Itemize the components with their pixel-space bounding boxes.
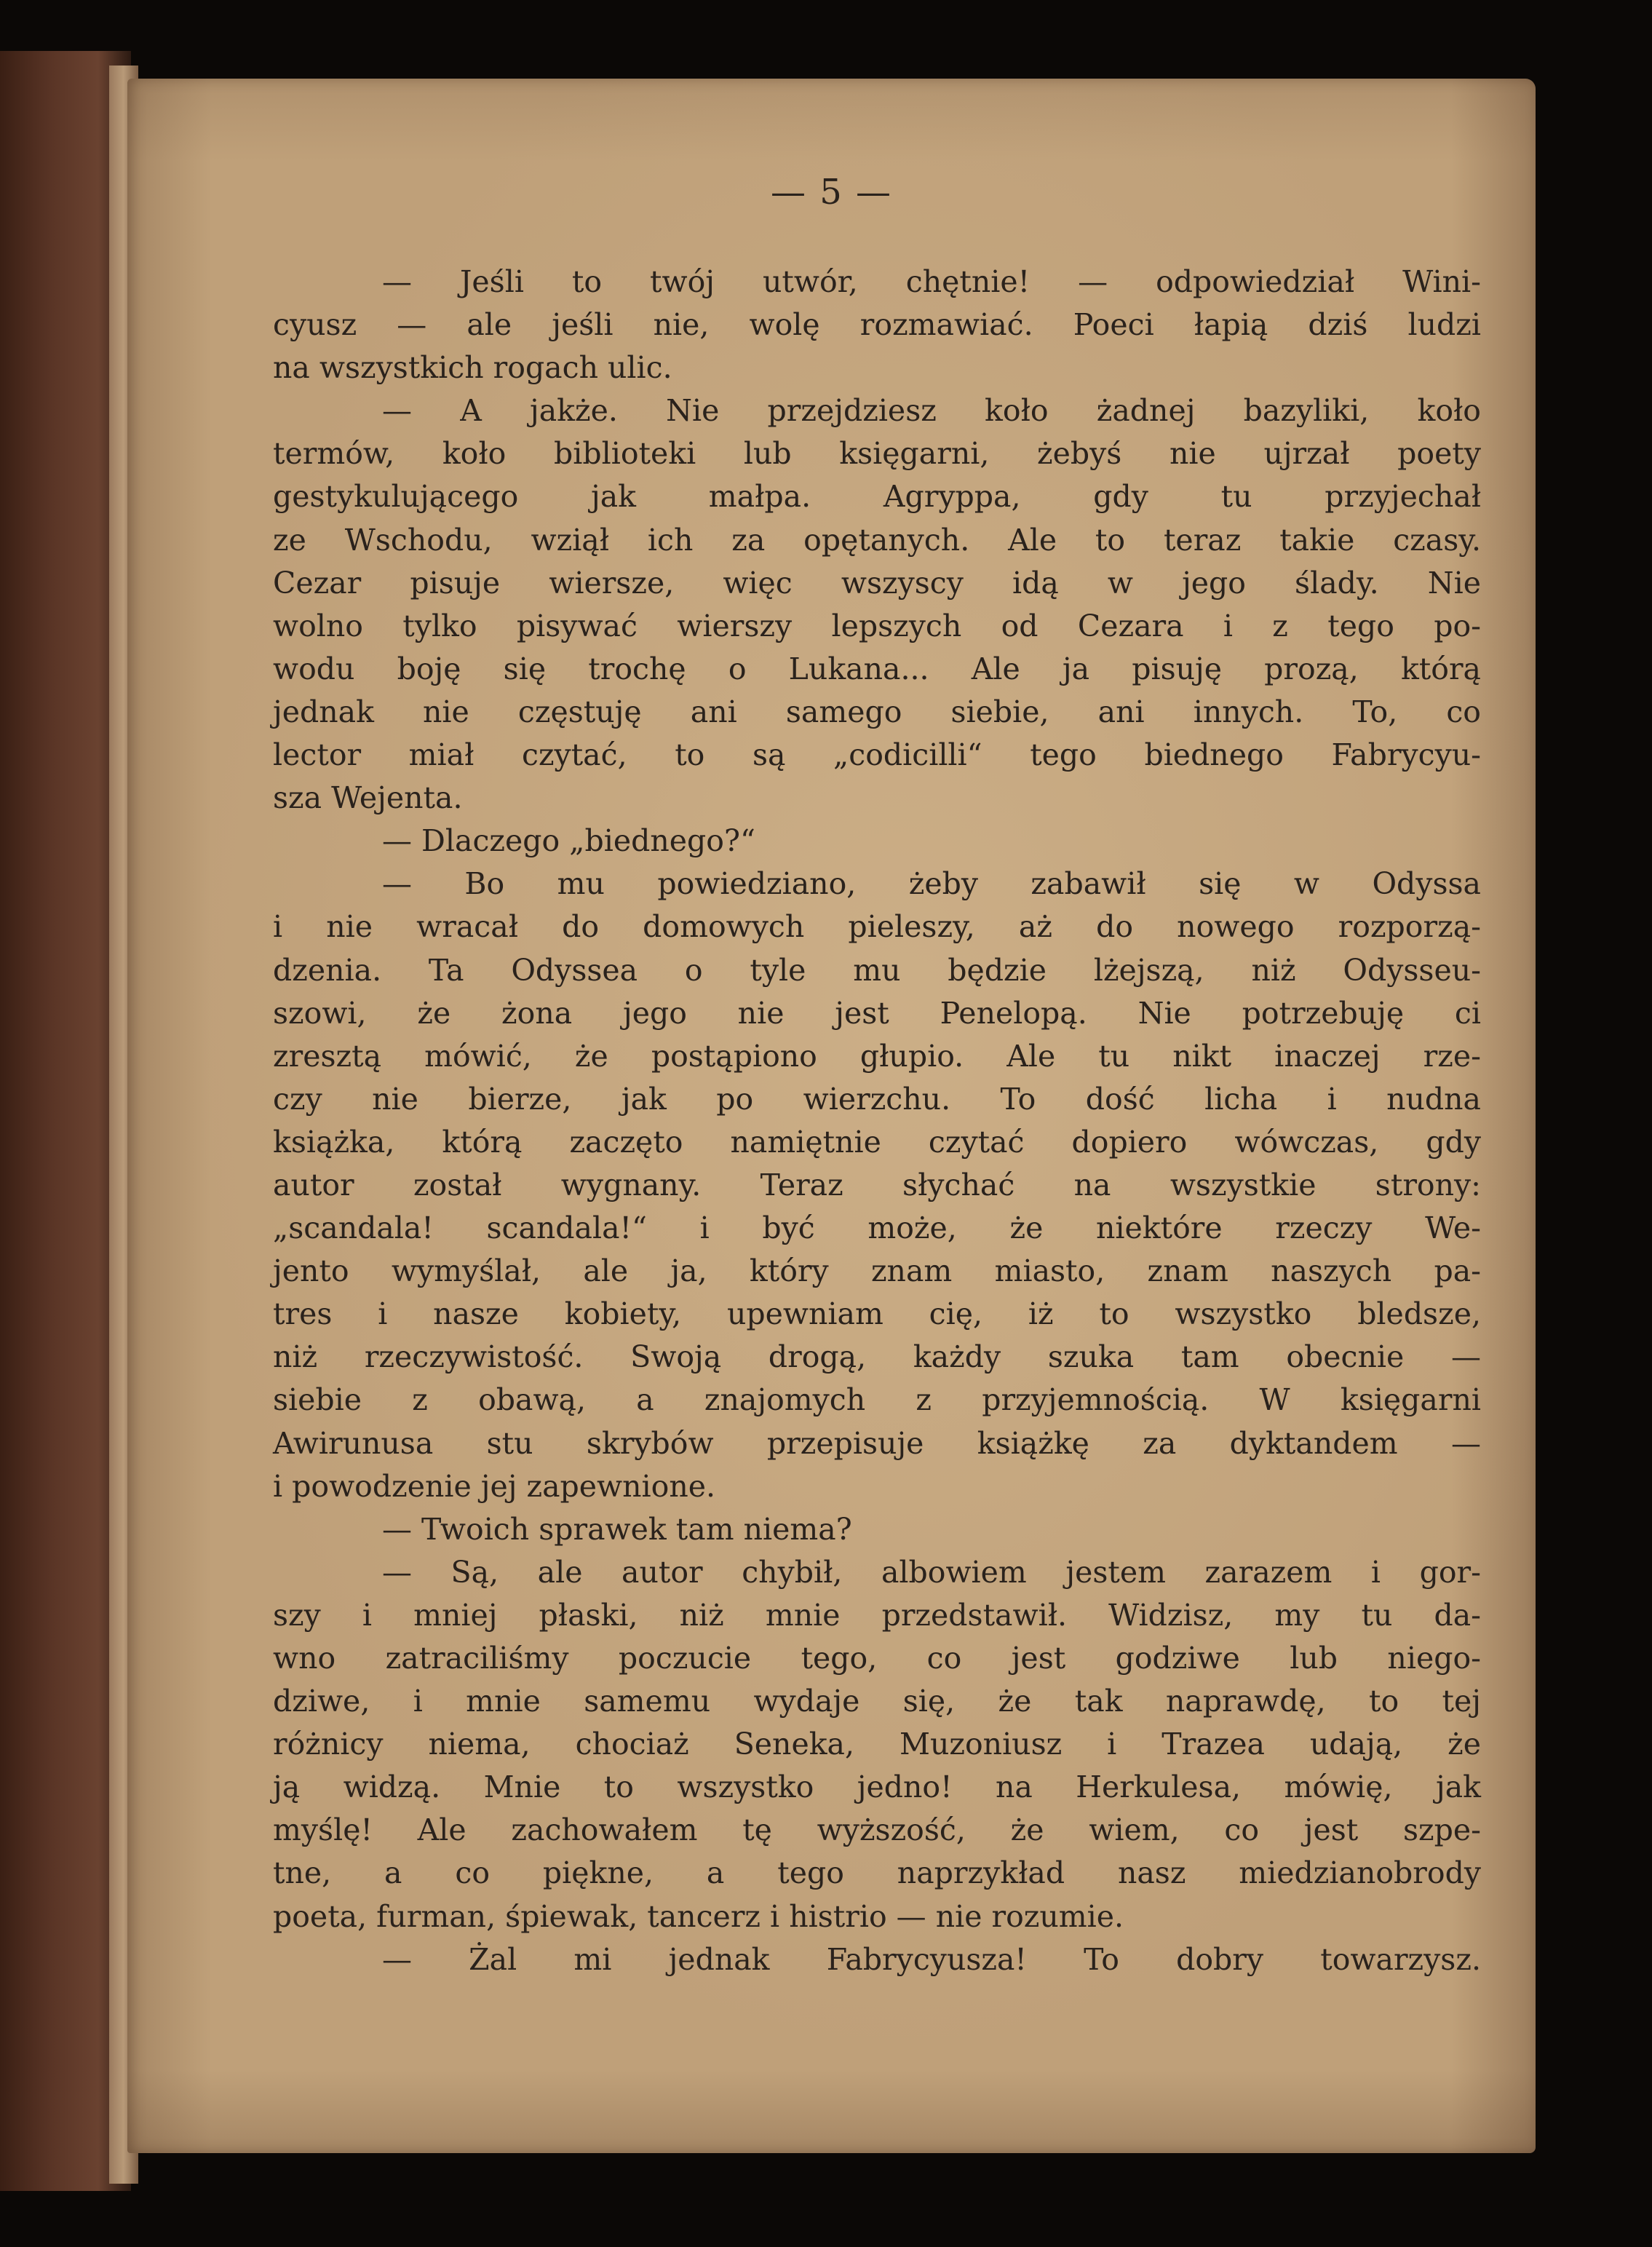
text-line: szy i mniej płaski, niż mnie przedstawił. Widzisz, my tu da- — [273, 1597, 1481, 1633]
page-number: — 5 — — [770, 172, 893, 213]
text-line: „scandala! scandala!“ i być może, że niektóre rzeczy We- — [273, 1210, 1481, 1246]
text-line: sza Wejenta. — [273, 780, 463, 816]
book-page — [127, 79, 1536, 2153]
text-line: książka, którą zaczęto namiętnie czytać dopiero wówczas, gdy — [273, 1124, 1481, 1160]
text-line: Cezar pisuje wiersze, więc wszyscy idą w jego ślady. Nie — [273, 565, 1481, 601]
text-line: wno zatraciliśmy poczucie tego, co jest godziwe lub niego- — [273, 1641, 1481, 1676]
text-line: — Są, ale autor chybił, albowiem jestem zarazem i gor- — [382, 1554, 1481, 1590]
text-line: czy nie bierze, jak po wierzchu. To dość licha i nudna — [273, 1081, 1481, 1117]
text-line: poeta, furman, śpiewak, tancerz i histrio — nie rozumie. — [273, 1898, 1124, 1934]
text-line: ze Wschodu, wziął ich za opętanych. Ale to teraz takie czasy. — [273, 522, 1481, 558]
text-line: gestykulującego jak małpa. Agryppa, gdy tu przyjechał — [273, 479, 1481, 515]
text-line: wolno tylko pisywać wierszy lepszych od Cezara i z tego po- — [273, 608, 1481, 643]
text-line: — Żal mi jednak Fabrycyusza! To dobry towarzysz. — [382, 1941, 1481, 1977]
text-line: dziwe, i mnie samemu wydaje się, że tak naprawdę, to tej — [273, 1684, 1481, 1719]
text-line: cyusz — ale jeśli nie, wolę rozmawiać. Poeci łapią dziś ludzi — [273, 307, 1481, 343]
text-line: siebie z obawą, a znajomych z przyjemnością. W księgarni — [273, 1382, 1481, 1418]
text-line: jednak nie częstuję ani samego siebie, ani innych. To, co — [273, 694, 1481, 729]
text-line: dzenia. Ta Odyssea o tyle mu będzie lżejszą, niż Odysseu- — [273, 952, 1481, 988]
text-line: — Dlaczego „biednego?“ — [382, 823, 755, 859]
text-line: i nie wracał do domowych pieleszy, aż do nowego rozporzą- — [273, 909, 1481, 945]
text-line: niż rzeczywistość. Swoją drogą, każdy szuka tam obecnie — — [273, 1339, 1481, 1375]
text-line: lector miał czytać, to są „codicilli“ tego biednego Fabrycyu- — [273, 737, 1481, 773]
text-line: wodu boję się trochę o Lukana... Ale ja pisuję prozą, którą — [273, 651, 1481, 686]
text-line: zresztą mówić, że postąpiono głupio. Ale tu nikt inaczej rze- — [273, 1038, 1481, 1074]
text-line: — A jakże. Nie przejdziesz koło żadnej bazyliki, koło — [382, 393, 1481, 429]
text-line: różnicy niema, chociaż Seneka, Muzoniusz i Trazea udają, że — [273, 1727, 1481, 1762]
text-line: — Jeśli to twój utwór, chętnie! — odpowiedział Wini- — [382, 264, 1481, 299]
text-line: na wszystkich rogach ulic. — [273, 350, 672, 386]
text-line: termów, koło biblioteki lub księgarni, żebyś nie ujrzał poety — [273, 436, 1481, 472]
text-line: Awirunusa stu skrybów przepisuje książkę za dyktandem — — [273, 1425, 1481, 1461]
text-line: autor został wygnany. Teraz słychać na wszystkie strony: — [273, 1167, 1481, 1202]
text-line: — Twoich sprawek tam niema? — [382, 1511, 852, 1547]
text-line: tres i nasze kobiety, upewniam cię, iż to wszystko bledsze, — [273, 1296, 1481, 1332]
text-line: i powodzenie jej zapewnione. — [273, 1468, 716, 1504]
text-line: jento wymyślał, ale ja, który znam miasto, znam naszych pa- — [273, 1253, 1481, 1289]
body-text — [273, 261, 1481, 1981]
text-line: myślę! Ale zachowałem tę wyższość, że wiem, co jest szpe- — [273, 1812, 1481, 1848]
text-line: tne, a co piękne, a tego naprzykład nasz miedzianobrody — [273, 1855, 1481, 1891]
text-line: — Bo mu powiedziano, żeby zabawił się w Odyssa — [382, 866, 1481, 902]
text-line: ją widzą. Mnie to wszystko jedno! na Herkulesa, mówię, jak — [273, 1770, 1481, 1805]
text-line: szowi, że żona jego nie jest Penelopą. Nie potrzebuję ci — [273, 995, 1481, 1031]
